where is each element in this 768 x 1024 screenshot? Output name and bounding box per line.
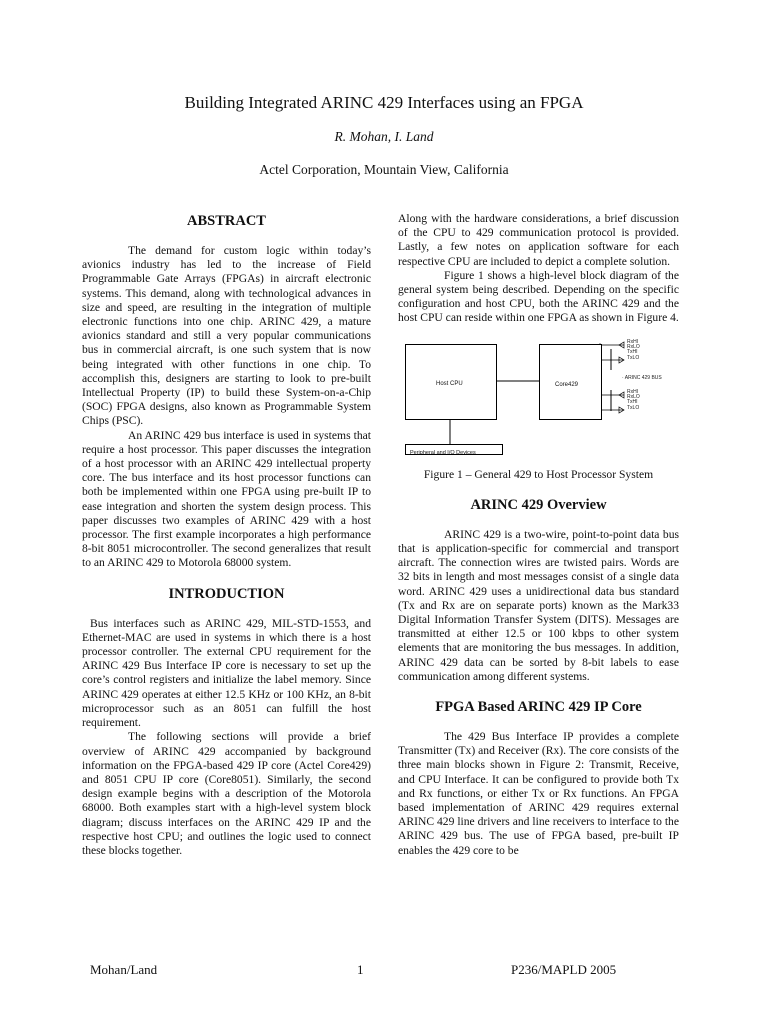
- overview-heading: ARINC 429 Overview: [470, 496, 607, 513]
- introduction-paragraph-2: The following sections will provide a brief overview of ARINC 429 accompanied by background information on the FPGA-based 429 IP core (Actel Core429) and 8051 CPU IP core (Core8051). Similarly, the second design example begins with a description of the Motorola 68000. Both examples start with a high-level system block diagram; discuss interfaces on the ARINC 429 IP and the respective host CPU; and outlines the logic used to connect these blocks together.: [82, 730, 371, 857]
- arinc-bus-label: · ARINC 429 BUS: [622, 374, 662, 381]
- paper-authors: R. Mohan, I. Land: [334, 129, 434, 144]
- signal-label: RxHI: [627, 388, 639, 395]
- signal-label: TxHI: [627, 399, 638, 406]
- signal-label: TxLO: [627, 404, 640, 411]
- footer-page-number: 1: [357, 962, 364, 977]
- abstract-paragraph-1: The demand for custom logic within today’s avionics industry has led to the increase of Field Programmable Gate Arrays (FPGAs) in aircraft electronic systems. This demand, along with technological advances in size and speed, are resulting in the integration of multiple electronic functions into one chip. ARINC 429, a mature avionics standard and still a very popular communications bus in commercial aircraft, is one such system that is now being integrated with other functions in one chip. To accomplish this, designers are starting to look to pre-built Intellectual Property (IP) to build these System-on-a-Chip (SOC) FPGA designs, also known as Programmable System Chips (PSC).: [82, 244, 371, 428]
- signals-bottom: [627, 390, 640, 411]
- paper-title: Building Integrated ARINC 429 Interfaces using an FPGA: [184, 93, 584, 112]
- footer-authors: Mohan/Land: [90, 962, 158, 977]
- abstract-heading: ABSTRACT: [187, 213, 266, 229]
- peripheral-box: [405, 444, 503, 455]
- right-column: [398, 212, 679, 858]
- paper-affiliation: Actel Corporation, Mountain View, California: [259, 162, 509, 177]
- introduction-paragraph-1: Bus interfaces such as ARINC 429, MIL-STD-1553, and Ethernet-MAC are used in systems in which there is a host processor controller. The external CPU requirement for the ARINC 429 Bus Interface IP core is necessary to set up the core’s control registers and initialize the label memory. Since ARINC 429 operates at either 12.5 KHz or 100 KHz, an 8-bit microprocessor such as an 8051 can fulfill the host requirement.: [82, 616, 371, 730]
- core429-label: Core429: [555, 381, 579, 388]
- left-column: [82, 212, 371, 858]
- signal-label: RxLO: [627, 343, 640, 350]
- introduction-paragraph-4: Figure 1 shows a high-level block diagram of the general system being described. Depending on the specific configuration and host CPU, both the ARINC 429 and the host CPU can reside within one FPGA as shown in Figure 4.: [398, 268, 679, 325]
- figure-1-block-diagram: [398, 340, 678, 460]
- signal-label: TxLO: [627, 354, 640, 361]
- overview-paragraph: ARINC 429 is a two-wire, point-to-point data bus that is application-specific for commercial and transport aircraft. The connection wires are twisted pairs. Words are 32 bits in length and most messages consist of a single data word. ARINC 429 uses a unidirectional data bus standard (Tx and Rx are on separate ports) known as the Mark33 Digital Information Transfer System (DITS). Messages are transmitted at either 12.5 or 100 kbps to other system elements that are monitoring the bus messages. In addition, ARINC 429 data can be sorted by 8-bit labels to ease communication among different systems.: [398, 527, 679, 683]
- signals-top: [627, 340, 640, 361]
- signal-label: RxHI: [627, 338, 639, 345]
- footer-paper-id: P236/MAPLD 2005: [511, 962, 617, 977]
- abstract-paragraph-2: An ARINC 429 bus interface is used in systems that require a host processor. This paper discusses the integration of a host processor with an ARINC 429 intellectual property core. The bus interface and its host processor functions can both be implemented within one FPGA using pre-built IP to ease integration and shorten the system design process. This paper discusses two examples of ARINC 429 with a host processor. The first example incorporates a high performance 8-bit 8051 microcontroller. The second generalizes that result to an ARINC 429 to Motorola 68000 system.: [82, 428, 371, 570]
- ipcore-paragraph: The 429 Bus Interface IP provides a complete Transmitter (Tx) and Receiver (Rx). The core consists of the three main blocks shown in Figure 2: Transmit, Receive, and CPU Interface. It can be configured to provide both Tx and Rx functions, or either Tx or Rx functions. An FPGA based implementation of ARINC 429 requires external ARINC 429 line drivers and line receivers to interface to the ARINC 429 bus. The use of FPGA based, pre-built IP enables the 429 core to be: [398, 730, 679, 857]
- arinc-bus-text: ARINC 429 BUS: [624, 374, 662, 381]
- figure-1-caption: Figure 1 – General 429 to Host Processor System: [423, 467, 654, 481]
- signal-label: TxHI: [627, 349, 638, 356]
- host-cpu-box: [405, 344, 497, 420]
- signal-label: RxLO: [627, 393, 640, 400]
- ipcore-heading: FPGA Based ARINC 429 IP Core: [435, 699, 642, 716]
- introduction-paragraph-3: Along with the hardware considerations, a brief discussion of the CPU to 429 communication protocol is provided. Lastly, a few notes on application software for each respective CPU are included to depict a complete solution.: [398, 212, 679, 268]
- host-cpu-label: Host CPU: [436, 380, 463, 387]
- peripheral-label: Peripheral and I/O Devices: [410, 449, 476, 456]
- introduction-heading: INTRODUCTION: [168, 585, 285, 602]
- core429-box: [539, 344, 602, 420]
